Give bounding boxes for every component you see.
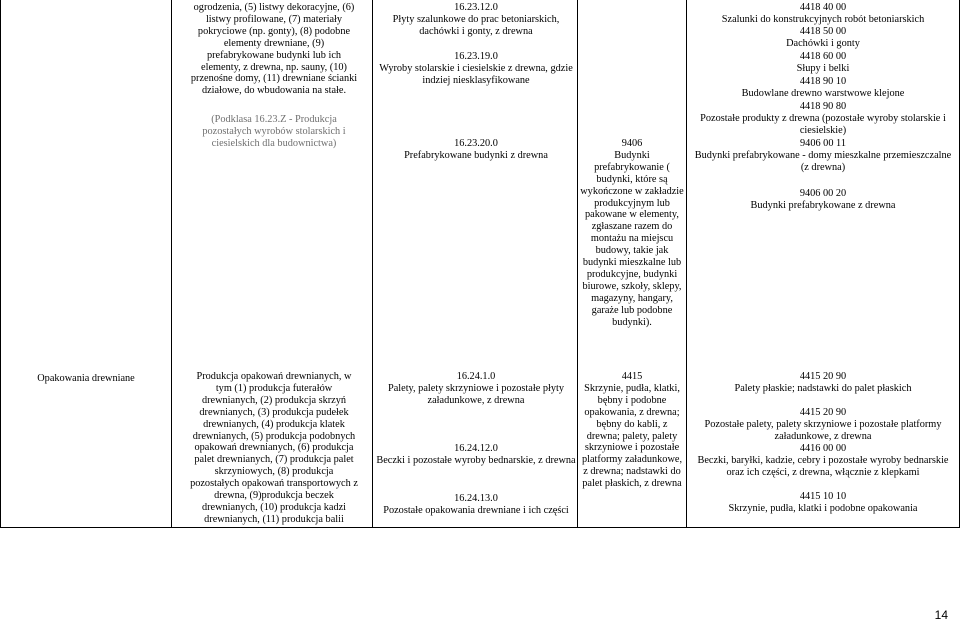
cn-heading-code: 9406 [621, 138, 643, 149]
cn-heading-code: 4415 [621, 371, 643, 382]
cn-code-entry [690, 51, 956, 75]
cn-code: 4418 40 00 [799, 2, 847, 13]
cn-heading-entry [580, 138, 684, 329]
cn-desc: Palety płaskie; nadstawki do palet płaskich [734, 382, 912, 394]
cn-code: 9406 00 11 [800, 138, 846, 149]
cn-desc: Beczki, baryłki, kadzie, cebry i pozostałe wyroby bednarskie oraz ich części, z drewna, włącznie z klepkami [697, 454, 949, 478]
cn-code-entry [690, 188, 956, 212]
cn-code: 4415 20 90 [799, 407, 847, 418]
cn-code-entry [690, 76, 956, 100]
description-top: ogrodzenia, (5) listwy dekoracyjne, (6) listwy profilowane, (7) materiały pokryciowe (np. gonty), (8) podobne elementy drewniane, (9) prefabrykowane budynki lub ich elementy, z drewna, np. sauny, (10) przenośne domy, (11) drewniane ścianki działowe, do wbudowania na stałe. [190, 2, 358, 97]
cn-code-entry [690, 26, 956, 50]
cn-code-entry [690, 101, 956, 137]
cn-code: 9406 00 20 [799, 188, 847, 199]
cn-heading-desc: Skrzynie, pudła, klatki, bębny i podobne opakowania, z drewna; bębny do kabli, z drewna; palety, palety skrzyniowe i pozostałe platformy załadunkowe, z drewna; nadstawki do palet płaskich, z drewna [581, 382, 683, 490]
cn-heading-desc: Budynki prefabrykowanie ( budynki, które są wykończone w zakładzie produkcyjnym lub pakowane w elementy, zgłaszane razem do montażu na miejscu budowy, takie jak budynki mieszkalne lub produkcyjne, budynki biurowe, szkoły, sklepy, magazyny, hangary, garaże lub podobne budynki). [580, 149, 684, 328]
category-cell: Opakowania drewniane [37, 373, 135, 384]
cn-code-entry [690, 138, 956, 174]
cn-code: 4418 90 10 [799, 76, 847, 87]
cn-code-entry [690, 371, 956, 395]
pkwiu-entry [376, 51, 576, 87]
pkwiu-code: 16.24.1.0 [456, 371, 496, 382]
cn-desc: Skrzynie, pudła, klatki i podobne opakowania [728, 502, 918, 514]
cn-code-entry [690, 491, 956, 515]
cn-desc: Pozostałe palety, palety skrzyniowe i pozostałe platformy załadunkowe, z drewna [704, 418, 942, 442]
pkwiu-desc: Prefabrykowane budynki z drewna [404, 149, 548, 161]
cn-desc: Szalunki do konstrukcyjnych robót betoniarskich [721, 13, 925, 25]
pkwiu-desc: Palety, palety skrzyniowe i pozostałe płyty załadunkowe, z drewna [387, 382, 565, 406]
cn-desc: Słupy i belki [796, 62, 850, 74]
pkwiu-entry [376, 138, 576, 162]
cn-code: 4416 00 00 [799, 443, 847, 454]
cn-desc: Budowlane drewno warstwowe klejone [741, 87, 905, 99]
cn-heading-entry [580, 371, 684, 490]
pkwiu-code: 16.23.12.0 [454, 2, 498, 13]
cn-code: 4418 90 80 [799, 101, 847, 112]
pkwiu-code: 16.23.19.0 [454, 51, 498, 62]
cn-code: 4418 50 00 [799, 26, 847, 37]
subclass-note: (Podklasa 16.23.Z - Produkcja pozostałych wyrobów stolarskich i ciesielskich dla budownictwa) [202, 114, 346, 149]
pkwiu-entry [376, 443, 576, 467]
cn-desc: Pozostałe produkty z drewna (pozostałe wyroby stolarskie i ciesielskie) [700, 112, 946, 136]
cn-code-entry [690, 2, 956, 26]
pkwiu-entry [376, 371, 576, 407]
pkwiu-code: 16.23.20.0 [454, 138, 498, 149]
cn-code: 4415 10 10 [799, 491, 847, 502]
cn-desc: Budynki prefabrykowane - domy mieszkalne przemieszczalne (z drewna) [694, 149, 952, 173]
cn-desc: Dachówki i gonty [786, 37, 860, 49]
pkwiu-entry [376, 493, 576, 517]
pkwiu-desc: Płyty szalunkowe do prac betoniarskich, dachówki i gonty, z drewna [392, 13, 560, 37]
cn-code: 4415 20 90 [799, 371, 847, 382]
pkwiu-desc: Wyroby stolarskie i ciesielskie z drewna, gdzie indziej niesklasyfikowane [379, 62, 573, 86]
cn-code-entry [690, 407, 956, 443]
pkwiu-code: 16.24.12.0 [454, 443, 498, 454]
pkwiu-code: 16.24.13.0 [454, 493, 498, 504]
pkwiu-entry [376, 2, 576, 38]
cn-desc: Budynki prefabrykowane z drewna [750, 199, 896, 211]
pkwiu-desc: Pozostałe opakowania drewniane i ich części [383, 504, 569, 516]
cn-code: 4418 60 00 [799, 51, 847, 62]
description-bottom: Produkcja opakowań drewnianych, w tym (1) produkcja futerałów drewnianych, (2) produkcja skrzyń drewnianych, (3) produkcja pudełek drewnianych, (4) produkcja klatek drewnianych, (5) produkcja podobnych opakowań drewnianych, (6) produkcja palet drewnianych, (7) produkcja palet skrzyniowych, (8) produkcja pozostałych opakowań transportowych z drewna, (9)produkcja beczek drewnianych, (10) produkcja kadzi drewnianych, (11) produkcja balii [190, 371, 358, 525]
pkwiu-desc: Beczki i pozostałe wyroby bednarskie, z drewna [376, 454, 576, 466]
cn-code-entry [690, 443, 956, 479]
page-number: 14 [934, 608, 948, 622]
